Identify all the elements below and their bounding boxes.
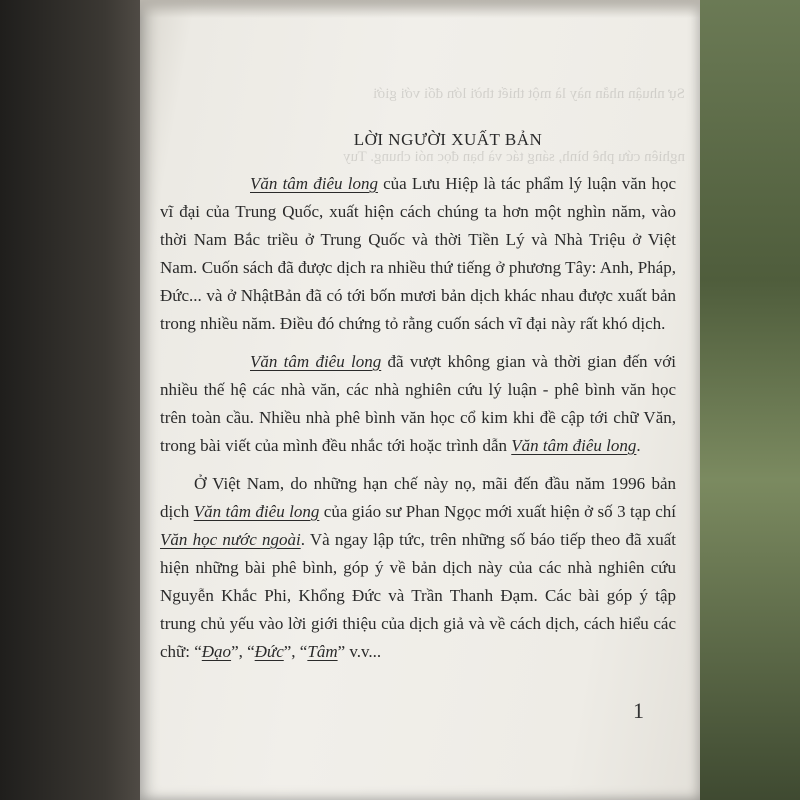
emphasized-text: Văn tâm điêu long bbox=[250, 174, 378, 193]
emphasized-text: Đức bbox=[254, 642, 284, 661]
paragraph bbox=[160, 348, 676, 460]
paragraphs bbox=[160, 170, 676, 666]
paragraph-text: ”, “ bbox=[231, 642, 255, 661]
background-left bbox=[0, 0, 150, 800]
emphasized-text: Văn tâm điêu long bbox=[250, 352, 382, 371]
emphasized-text: Tâm bbox=[307, 642, 338, 661]
page-title: LỜI NGƯỜI XUẤT BẢN bbox=[353, 130, 543, 149]
paragraph-text: ”, “ bbox=[283, 642, 308, 661]
paragraph bbox=[160, 170, 676, 338]
bleed-line: nghiên cứu phê bình, sáng tác và bạn đọc nói chung. Tuy bbox=[343, 149, 685, 165]
emphasized-text: Văn tâm điêu long bbox=[193, 502, 320, 521]
paragraph-text: đã vượt không gian và thời gian đến với nhiều thế hệ các nhà văn, các nhà nghiên cứu lý luận - phê bình văn học trên toàn cầu. Nhiều nhà phê bình văn học cổ kim khi đề cập tới chữ Văn, trong bài viết của mình đều nhắc tới hoặc trình dẫn bbox=[160, 352, 676, 455]
paragraph-text: . bbox=[636, 436, 641, 455]
emphasized-text: Văn học nước ngoài bbox=[160, 530, 301, 549]
paragraph-text: của giáo sư Phan Ngọc mới xuất hiện ở số 3 tạp chí bbox=[319, 502, 676, 521]
paragraph-text: ” v.v... bbox=[337, 642, 382, 661]
page-content bbox=[160, 120, 676, 676]
paragraph bbox=[160, 470, 676, 666]
page-number: 1 bbox=[633, 698, 644, 723]
background-right bbox=[690, 0, 800, 800]
page-top-shadow bbox=[140, 0, 700, 18]
paragraph-text: . Và ngay lập tức, trên những số báo tiếp theo đã xuất hiện những bài phê bình, góp ý về bản dịch này của các nhà nghiên cứu Nguyễn Khắc Phi, Khổng Đức và Trần Thanh Đạm. Các bài góp ý tập trung chủ yếu vào lời giới thiệu của dịch giả và về cách dịch, cách hiểu các chữ: “ bbox=[160, 530, 676, 661]
paragraph-text: Ở Việt Nam, do những hạn chế này nọ, mãi đến đầu năm 1996 bản dịch bbox=[160, 474, 676, 521]
emphasized-text: Đạo bbox=[201, 642, 232, 661]
emphasized-text: Văn tâm điêu long bbox=[511, 436, 637, 455]
bleed-line: Sự nhuận nhẵn này là một thiết thời lớn đối với giới bbox=[373, 86, 685, 102]
paragraph-text: của Lưu Hiệp là tác phẩm lý luận văn học vĩ đại của Trung Quốc, xuất hiện cách chúng ta hơn một nghìn năm, vào thời Nam Bắc triều ở Trung Quốc và thời Tiền Lý và Nhà Triệu ở Việt Nam. Cuốn sách đã được dịch ra nhiều thứ tiếng ở phương Tây: Anh, Pháp, Đức... và ở NhậtBản đã có tới bốn mươi bản dịch khác nhau được xuất bản trong nhiều năm. Điều đó chứng tỏ rằng cuốn sách vĩ đại này rất khó dịch. bbox=[160, 174, 676, 333]
